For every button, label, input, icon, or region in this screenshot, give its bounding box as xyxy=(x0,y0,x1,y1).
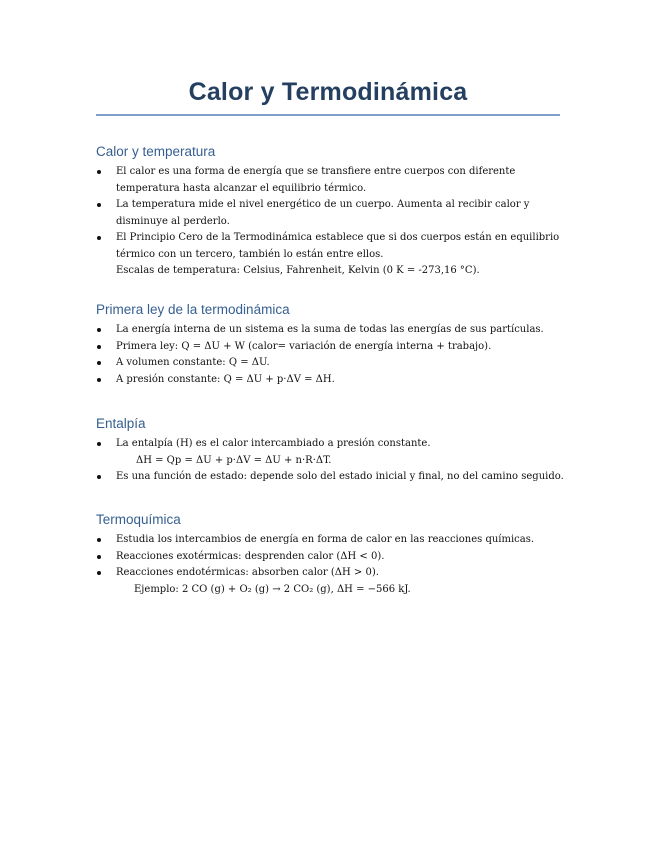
bullet-icon xyxy=(97,345,101,349)
list-item xyxy=(96,372,566,389)
section-heading: Entalpía xyxy=(96,416,146,431)
bullet-icon xyxy=(97,170,101,174)
section-heading: Termoquímica xyxy=(96,512,181,527)
bullet-icon xyxy=(97,555,101,559)
bullet-icon xyxy=(97,538,101,542)
bullet-icon xyxy=(97,203,101,207)
list-item xyxy=(96,565,566,598)
bullet-icon xyxy=(97,328,101,332)
bullet-list xyxy=(96,164,566,280)
bullet-list xyxy=(96,532,566,598)
bullet-icon xyxy=(97,378,101,382)
example-text: Ejemplo: 2 CO (g) + O₂ (g) → 2 CO₂ (g), ΔH = −566 kJ. xyxy=(134,583,411,595)
list-item xyxy=(96,322,566,339)
bullet-list xyxy=(96,436,566,486)
list-item xyxy=(96,164,566,197)
item-text: Es una función de estado: depende solo del estado inicial y final, no del camino seguido. xyxy=(116,471,564,482)
list-item xyxy=(96,532,566,549)
list-item xyxy=(96,197,566,230)
item-text-continued: disminuye al perderlo. xyxy=(116,215,230,227)
item-text: La energía interna de un sistema es la suma de todas las energías de sus partículas. xyxy=(116,324,544,335)
section-heading: Primera ley de la termodinámica xyxy=(96,302,290,317)
list-item xyxy=(96,436,566,469)
item-text-continued: térmico con un tercero, también lo están entre ellos. xyxy=(116,248,384,260)
list-item xyxy=(96,355,566,372)
item-text: Estudia los intercambios de energía en forma de calor en las reacciones químicas. xyxy=(116,534,535,545)
document-title: Calor y Termodinámica xyxy=(188,78,468,106)
item-text: El calor es una forma de energía que se transfiere entre cuerpos con diferente xyxy=(116,166,516,177)
item-text: El Principio Cero de la Termodinámica establece que si dos cuerpos están en equilibrio xyxy=(116,232,560,243)
bullet-icon xyxy=(97,361,101,365)
item-text: Primera ley: Q = ΔU + W (calor= variación de energía interna + trabajo). xyxy=(116,340,492,352)
title-underline xyxy=(96,114,560,116)
section-calor-y-temperatura xyxy=(96,142,566,280)
temperature-scales-text: Escalas de temperatura: Celsius, Fahrenheit, Kelvin (0 K = -273,16 °C). xyxy=(116,265,480,276)
item-text: La entalpía (H) es el calor intercambiado a presión constante. xyxy=(116,438,431,449)
item-text-continued: temperatura hasta alcanzar el equilibrio térmico. xyxy=(116,182,367,194)
list-item xyxy=(96,339,566,356)
section-heading: Calor y temperatura xyxy=(96,144,216,159)
bullet-icon xyxy=(97,571,101,575)
item-text: Reacciones endotérmicas: absorben calor (ΔH > 0). xyxy=(116,567,379,578)
list-item xyxy=(96,469,566,486)
formula-text: ΔH = Qp = ΔU + p·ΔV = ΔU + n·R·ΔT. xyxy=(136,454,332,466)
list-item xyxy=(96,230,566,280)
section-termoquimica xyxy=(96,510,566,598)
item-text: Reacciones exotérmicas: desprenden calor (ΔH < 0). xyxy=(116,550,385,562)
section-primera-ley xyxy=(96,300,566,388)
section-entalpia xyxy=(96,414,566,486)
bullet-icon xyxy=(97,475,101,479)
bullet-list xyxy=(96,322,566,388)
item-text: A presión constante: Q = ΔU + p·ΔV = ΔH. xyxy=(116,373,335,385)
list-item xyxy=(96,549,566,566)
item-text: La temperatura mide el nivel energético de un cuerpo. Aumenta al recibir calor y xyxy=(116,199,530,210)
item-text: A volumen constante: Q = ΔU. xyxy=(116,357,270,368)
bullet-icon xyxy=(97,236,101,240)
bullet-icon xyxy=(97,442,101,446)
